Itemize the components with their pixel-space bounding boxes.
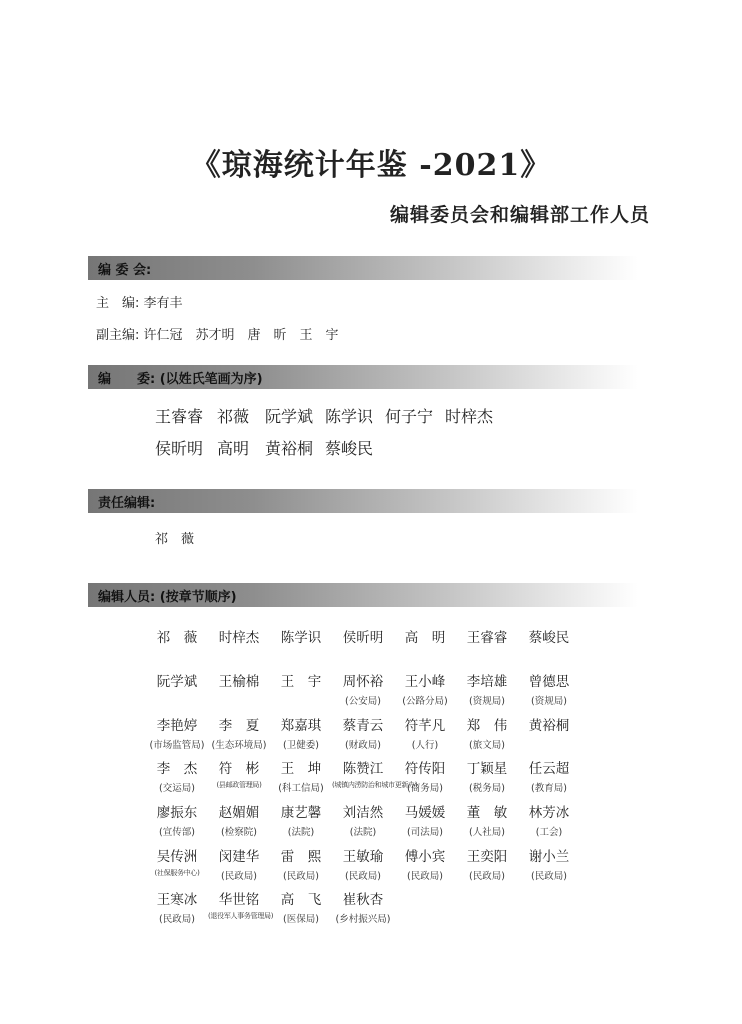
staff-name: 王小峰 — [404, 674, 446, 690]
staff-name: 傅小宾 — [404, 849, 446, 865]
staff-organization: (民政局) — [345, 871, 381, 882]
staff-name: 崔秋杏 — [342, 892, 384, 908]
staff-organization: (资规局) — [531, 696, 567, 707]
member-name: 黄裕桐 — [264, 439, 313, 458]
member-name: 时梓杰 — [444, 407, 493, 426]
staff-organization: (市场监管局) — [149, 740, 205, 751]
staff-entry — [394, 757, 456, 794]
staff-entry — [456, 670, 518, 707]
responsible-editor-name: 祁 薇 — [155, 532, 195, 547]
staff-organization: (资规局) — [469, 696, 505, 707]
staff-organization: (卫健委) — [283, 740, 319, 751]
staff-name: 刘洁然 — [342, 805, 384, 821]
staff-name: 华世铭 — [218, 892, 260, 908]
staff-name: 廖振东 — [156, 805, 198, 821]
member-name: 王睿睿 — [154, 407, 203, 426]
document-title: 《琼海统计年鉴 -2021》 — [190, 148, 552, 183]
staff-entry — [270, 626, 332, 646]
staff-organization: (城镇内涝防治和城市更新办) — [332, 781, 418, 789]
staff-name: 任云超 — [528, 761, 570, 777]
section-bar-editorial-board — [88, 256, 638, 280]
section-heading: 编 委: (以姓氏笔画为序) — [98, 372, 263, 387]
staff-name: 高 明 — [404, 630, 446, 646]
staff-entry — [270, 714, 332, 751]
staff-entry — [456, 757, 518, 794]
member-name: 陈学识 — [324, 407, 373, 426]
staff-name: 时梓杰 — [218, 630, 260, 646]
staff-organization: (民政局) — [407, 871, 443, 882]
staff-organization: (医保局) — [283, 914, 319, 925]
staff-organization: (县邮政管理局) — [216, 781, 262, 789]
staff-organization: (法院) — [287, 827, 315, 838]
staff-organization: (教育局) — [531, 783, 567, 794]
staff-name: 马媛媛 — [404, 805, 446, 821]
section-bar-responsible-editor — [88, 489, 638, 513]
staff-name: 李培雄 — [466, 674, 508, 690]
staff-entry — [456, 845, 518, 882]
staff-entry — [332, 626, 394, 646]
staff-name: 符传阳 — [404, 761, 446, 777]
staff-entry — [208, 757, 270, 790]
staff-entry — [394, 801, 456, 838]
staff-entry — [518, 626, 580, 646]
staff-entry — [270, 801, 332, 838]
section-heading: 编辑人员: (按章节顺序) — [98, 590, 237, 605]
staff-entry — [208, 670, 270, 690]
member-name: 蔡峻民 — [324, 439, 373, 458]
document-subtitle: 编辑委员会和编辑部工作人员 — [389, 204, 650, 226]
staff-organization: (公路分局) — [402, 696, 448, 707]
staff-name: 闵建华 — [218, 849, 260, 865]
staff-entry — [394, 626, 456, 646]
member-name: 阮学斌 — [264, 407, 313, 426]
staff-entry — [146, 845, 208, 878]
staff-entry — [146, 714, 208, 751]
staff-organization: (民政局) — [469, 871, 505, 882]
staff-entry — [146, 888, 208, 925]
staff-name: 王榆棉 — [218, 674, 260, 690]
staff-name: 丁颖星 — [466, 761, 508, 777]
staff-organization: (乡村振兴局) — [335, 914, 391, 925]
staff-organization: (人社局) — [469, 827, 505, 838]
staff-organization: (检察院) — [221, 827, 257, 838]
staff-name: 陈学识 — [280, 630, 322, 646]
section-heading: 责任编辑: — [98, 496, 156, 511]
staff-entry — [270, 888, 332, 925]
staff-entry — [456, 714, 518, 751]
staff-name: 陈赞江 — [342, 761, 384, 777]
staff-entry — [208, 888, 274, 921]
staff-entry — [394, 845, 456, 882]
staff-organization: (民政局) — [531, 871, 567, 882]
staff-organization: (工会) — [535, 827, 563, 838]
staff-name: 祁 薇 — [156, 630, 198, 646]
staff-entry — [146, 670, 208, 690]
staff-entry — [518, 845, 580, 882]
staff-organization: (公安局) — [345, 696, 381, 707]
member-name: 高明 — [216, 439, 249, 458]
staff-name: 董 敏 — [466, 805, 508, 821]
staff-organization: (退役军人事务管理局) — [208, 912, 274, 920]
staff-organization: (旅文局) — [469, 740, 505, 751]
staff-name: 黄裕桐 — [528, 718, 570, 734]
staff-organization: (宣传部) — [159, 827, 195, 838]
member-name: 祁薇 — [216, 407, 249, 426]
staff-organization: (商务局) — [407, 783, 443, 794]
staff-name: 康艺馨 — [280, 805, 322, 821]
member-name: 何子宁 — [384, 407, 433, 426]
staff-name: 王睿睿 — [466, 630, 508, 646]
staff-organization: (民政局) — [159, 914, 195, 925]
staff-entry — [456, 626, 518, 646]
staff-name: 高 飞 — [280, 892, 322, 908]
staff-entry — [332, 801, 394, 838]
deputy-editors-line: 副主编: 许仁冠 苏才明 唐 昕 王 宇 — [96, 328, 339, 343]
staff-organization: (司法局) — [407, 827, 443, 838]
member-name: 侯昕明 — [154, 439, 203, 458]
staff-organization: (科工信局) — [278, 783, 324, 794]
staff-name: 蔡青云 — [342, 718, 384, 734]
staff-entry — [332, 888, 394, 925]
staff-name: 蔡峻民 — [528, 630, 570, 646]
staff-organization: (法院) — [349, 827, 377, 838]
staff-name: 林芳冰 — [528, 805, 570, 821]
staff-entry — [332, 670, 394, 707]
staff-name: 王奕阳 — [466, 849, 508, 865]
staff-organization: (民政局) — [221, 871, 257, 882]
staff-name: 侯昕明 — [342, 630, 384, 646]
section-heading: 编 委 会: — [98, 263, 152, 278]
staff-organization: (人行) — [411, 740, 439, 751]
staff-name: 曾德思 — [528, 674, 570, 690]
staff-entry — [270, 670, 332, 690]
chief-editor-line: 主 编: 李有丰 — [96, 296, 183, 311]
staff-entry — [456, 801, 518, 838]
staff-entry — [394, 714, 456, 751]
staff-entry — [208, 714, 270, 751]
staff-name: 周怀裕 — [342, 674, 384, 690]
staff-name: 赵媚媚 — [218, 805, 260, 821]
staff-entry — [208, 626, 270, 646]
staff-organization: (财政局) — [345, 740, 381, 751]
staff-name: 符芊凡 — [404, 718, 446, 734]
staff-entry — [518, 801, 580, 838]
staff-name: 李 杰 — [156, 761, 198, 777]
staff-entry — [332, 757, 418, 790]
staff-organization: (社保服务中心) — [154, 869, 200, 877]
staff-organization: (民政局) — [283, 871, 319, 882]
staff-entry — [394, 670, 456, 707]
staff-entry — [270, 845, 332, 882]
staff-entry — [146, 757, 208, 794]
staff-entry — [518, 757, 580, 794]
staff-name: 王敏瑜 — [342, 849, 384, 865]
staff-name: 王 宇 — [280, 674, 322, 690]
staff-entry — [146, 801, 208, 838]
staff-entry — [208, 801, 270, 838]
staff-entry — [332, 714, 394, 751]
staff-name: 郑 伟 — [466, 718, 508, 734]
staff-name: 谢小兰 — [528, 849, 570, 865]
staff-name: 阮学斌 — [156, 674, 198, 690]
staff-organization: (生态环境局) — [211, 740, 267, 751]
staff-name: 王 坤 — [280, 761, 322, 777]
staff-entry — [332, 845, 394, 882]
staff-entry — [270, 757, 332, 794]
section-bar-members — [88, 365, 638, 389]
staff-organization: (税务局) — [469, 783, 505, 794]
staff-organization: (交运局) — [159, 783, 195, 794]
staff-entry — [518, 714, 580, 734]
staff-name: 王寒冰 — [156, 892, 198, 908]
staff-name: 符 彬 — [218, 761, 260, 777]
staff-name: 李艳婷 — [156, 718, 198, 734]
staff-entry — [518, 670, 580, 707]
staff-name: 吴传洲 — [156, 849, 198, 865]
section-bar-staff — [88, 583, 638, 607]
staff-entry — [146, 626, 208, 646]
staff-name: 雷 熙 — [280, 849, 322, 865]
staff-name: 郑嘉琪 — [280, 718, 322, 734]
staff-name: 李 夏 — [218, 718, 260, 734]
staff-entry — [208, 845, 270, 882]
